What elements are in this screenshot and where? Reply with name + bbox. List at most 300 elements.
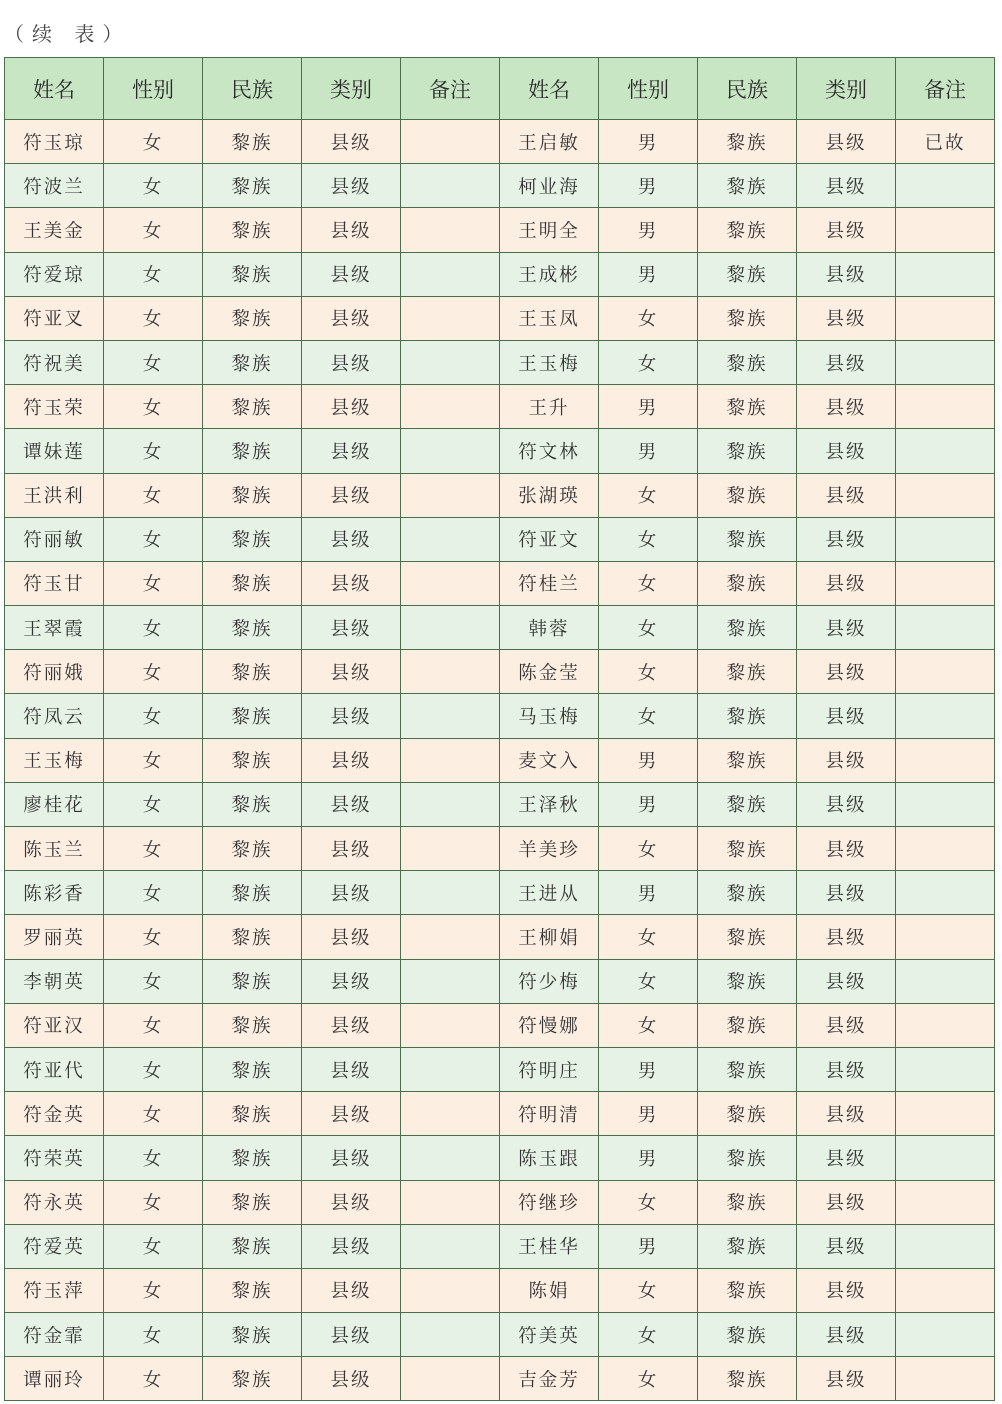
table-row (5, 1047, 995, 1091)
cell-name-left: 符玉琼 (5, 120, 104, 164)
cell-remarks-left (401, 1268, 500, 1312)
table-row (5, 473, 995, 517)
cell-gender-right: 男 (599, 738, 698, 782)
cell-category-left: 县级 (302, 120, 401, 164)
cell-name-right: 陈玉跟 (500, 1136, 599, 1180)
cell-ethnicity-left: 黎族 (203, 517, 302, 561)
cell-remarks-left (401, 1003, 500, 1047)
cell-ethnicity-right: 黎族 (698, 959, 797, 1003)
cell-remarks-left (401, 782, 500, 826)
cell-ethnicity-left: 黎族 (203, 1136, 302, 1180)
table-row (5, 827, 995, 871)
cell-remarks-right (896, 1357, 995, 1401)
cell-remarks-left (401, 959, 500, 1003)
cell-remarks-left (401, 429, 500, 473)
cell-category-left: 县级 (302, 296, 401, 340)
cell-name-right: 符桂兰 (500, 561, 599, 605)
cell-gender-right: 男 (599, 252, 698, 296)
table-row (5, 959, 995, 1003)
cell-gender-right: 男 (599, 208, 698, 252)
cell-category-right: 县级 (797, 1313, 896, 1357)
cell-gender-right: 男 (599, 782, 698, 826)
table-row (5, 694, 995, 738)
cell-name-right: 王进从 (500, 871, 599, 915)
cell-ethnicity-right: 黎族 (698, 120, 797, 164)
cell-ethnicity-right: 黎族 (698, 694, 797, 738)
cell-remarks-left (401, 827, 500, 871)
cell-gender-left: 女 (104, 252, 203, 296)
cell-name-left: 符玉荣 (5, 385, 104, 429)
cell-ethnicity-right: 黎族 (698, 517, 797, 561)
cell-category-left: 县级 (302, 871, 401, 915)
cell-remarks-right (896, 694, 995, 738)
cell-category-left: 县级 (302, 1136, 401, 1180)
cell-ethnicity-right: 黎族 (698, 1003, 797, 1047)
table-row (5, 385, 995, 429)
cell-category-right: 县级 (797, 164, 896, 208)
cell-remarks-left (401, 1357, 500, 1401)
cell-category-right: 县级 (797, 738, 896, 782)
cell-ethnicity-left: 黎族 (203, 1357, 302, 1401)
table-row (5, 871, 995, 915)
cell-remarks-right (896, 827, 995, 871)
cell-remarks-left (401, 1136, 500, 1180)
cell-remarks-right (896, 385, 995, 429)
cell-ethnicity-right: 黎族 (698, 296, 797, 340)
cell-ethnicity-left: 黎族 (203, 1180, 302, 1224)
cell-ethnicity-right: 黎族 (698, 1092, 797, 1136)
cell-gender-right: 女 (599, 694, 698, 738)
cell-ethnicity-left: 黎族 (203, 782, 302, 826)
cell-gender-right: 男 (599, 164, 698, 208)
cell-gender-left: 女 (104, 1047, 203, 1091)
cell-remarks-right (896, 782, 995, 826)
cell-name-left: 符亚汉 (5, 1003, 104, 1047)
cell-name-left: 王翠霞 (5, 606, 104, 650)
table-body (5, 120, 995, 1401)
cell-category-left: 县级 (302, 1224, 401, 1268)
cell-gender-left: 女 (104, 1180, 203, 1224)
cell-remarks-right (896, 959, 995, 1003)
cell-remarks-left (401, 1313, 500, 1357)
cell-gender-right: 女 (599, 915, 698, 959)
cell-remarks-right (896, 650, 995, 694)
cell-remarks-right (896, 561, 995, 605)
cell-gender-right: 女 (599, 1003, 698, 1047)
cell-name-left: 廖桂花 (5, 782, 104, 826)
header-ethnicity-right: 民族 (698, 58, 797, 120)
cell-category-left: 县级 (302, 164, 401, 208)
cell-category-right: 县级 (797, 959, 896, 1003)
cell-remarks-left (401, 871, 500, 915)
cell-category-left: 县级 (302, 517, 401, 561)
header-remarks-right: 备注 (896, 58, 995, 120)
cell-name-right: 王玉凤 (500, 296, 599, 340)
cell-gender-left: 女 (104, 120, 203, 164)
cell-ethnicity-right: 黎族 (698, 385, 797, 429)
cell-category-right: 县级 (797, 871, 896, 915)
cell-gender-left: 女 (104, 782, 203, 826)
cell-gender-right: 女 (599, 340, 698, 384)
cell-ethnicity-right: 黎族 (698, 1136, 797, 1180)
cell-category-left: 县级 (302, 738, 401, 782)
cell-gender-left: 女 (104, 871, 203, 915)
cell-ethnicity-right: 黎族 (698, 1313, 797, 1357)
cell-category-left: 县级 (302, 606, 401, 650)
cell-name-left: 符凤云 (5, 694, 104, 738)
cell-remarks-left (401, 473, 500, 517)
cell-ethnicity-right: 黎族 (698, 650, 797, 694)
cell-remarks-right (896, 252, 995, 296)
cell-gender-left: 女 (104, 827, 203, 871)
cell-ethnicity-left: 黎族 (203, 959, 302, 1003)
cell-category-left: 县级 (302, 1313, 401, 1357)
cell-ethnicity-left: 黎族 (203, 385, 302, 429)
cell-gender-right: 男 (599, 1136, 698, 1180)
cell-ethnicity-right: 黎族 (698, 164, 797, 208)
cell-category-left: 县级 (302, 959, 401, 1003)
table-row (5, 1357, 995, 1401)
cell-gender-right: 女 (599, 1357, 698, 1401)
cell-remarks-left (401, 1092, 500, 1136)
cell-category-right: 县级 (797, 385, 896, 429)
cell-ethnicity-right: 黎族 (698, 606, 797, 650)
cell-category-right: 县级 (797, 1268, 896, 1312)
cell-category-left: 县级 (302, 252, 401, 296)
cell-name-left: 陈彩香 (5, 871, 104, 915)
cell-name-right: 符少梅 (500, 959, 599, 1003)
cell-ethnicity-left: 黎族 (203, 827, 302, 871)
cell-category-left: 县级 (302, 827, 401, 871)
cell-name-left: 符金霏 (5, 1313, 104, 1357)
cell-category-left: 县级 (302, 915, 401, 959)
cell-gender-left: 女 (104, 1357, 203, 1401)
cell-ethnicity-left: 黎族 (203, 1313, 302, 1357)
cell-remarks-left (401, 517, 500, 561)
cell-category-right: 县级 (797, 473, 896, 517)
cell-remarks-right (896, 1136, 995, 1180)
cell-category-right: 县级 (797, 1224, 896, 1268)
cell-category-left: 县级 (302, 1268, 401, 1312)
table-row (5, 782, 995, 826)
cell-gender-left: 女 (104, 1092, 203, 1136)
cell-category-right: 县级 (797, 561, 896, 605)
table-row (5, 252, 995, 296)
cell-remarks-right (896, 473, 995, 517)
cell-ethnicity-left: 黎族 (203, 561, 302, 605)
cell-gender-left: 女 (104, 1268, 203, 1312)
cell-name-left: 符丽娥 (5, 650, 104, 694)
cell-remarks-left (401, 1224, 500, 1268)
cell-category-right: 县级 (797, 1180, 896, 1224)
cell-name-right: 王明全 (500, 208, 599, 252)
cell-ethnicity-left: 黎族 (203, 738, 302, 782)
header-category-left: 类别 (302, 58, 401, 120)
cell-ethnicity-left: 黎族 (203, 694, 302, 738)
cell-gender-left: 女 (104, 208, 203, 252)
cell-name-left: 符爱英 (5, 1224, 104, 1268)
cell-remarks-right (896, 296, 995, 340)
cell-remarks-right (896, 1224, 995, 1268)
cell-ethnicity-left: 黎族 (203, 296, 302, 340)
table-row (5, 1136, 995, 1180)
cell-ethnicity-left: 黎族 (203, 871, 302, 915)
cell-remarks-right (896, 208, 995, 252)
cell-category-right: 县级 (797, 694, 896, 738)
cell-remarks-left (401, 915, 500, 959)
cell-name-left: 谭妹莲 (5, 429, 104, 473)
cell-name-right: 符文林 (500, 429, 599, 473)
cell-ethnicity-left: 黎族 (203, 208, 302, 252)
cell-category-left: 县级 (302, 1047, 401, 1091)
cell-remarks-left (401, 164, 500, 208)
cell-remarks-left (401, 1047, 500, 1091)
cell-name-right: 王柳娟 (500, 915, 599, 959)
cell-category-right: 县级 (797, 208, 896, 252)
cell-gender-right: 女 (599, 606, 698, 650)
cell-gender-left: 女 (104, 340, 203, 384)
header-name-left: 姓名 (5, 58, 104, 120)
cell-category-right: 县级 (797, 252, 896, 296)
cell-ethnicity-left: 黎族 (203, 915, 302, 959)
cell-ethnicity-left: 黎族 (203, 164, 302, 208)
cell-ethnicity-right: 黎族 (698, 782, 797, 826)
cell-gender-left: 女 (104, 164, 203, 208)
cell-gender-right: 女 (599, 561, 698, 605)
cell-category-left: 县级 (302, 1180, 401, 1224)
cell-category-left: 县级 (302, 1003, 401, 1047)
cell-name-left: 符荣英 (5, 1136, 104, 1180)
cell-name-left: 符亚叉 (5, 296, 104, 340)
header-gender-right: 性别 (599, 58, 698, 120)
cell-gender-left: 女 (104, 561, 203, 605)
cell-name-right: 张湖瑛 (500, 473, 599, 517)
cell-gender-right: 男 (599, 429, 698, 473)
table-row (5, 1003, 995, 1047)
cell-name-left: 符祝美 (5, 340, 104, 384)
table-row (5, 650, 995, 694)
cell-gender-right: 女 (599, 296, 698, 340)
cell-gender-right: 女 (599, 1313, 698, 1357)
cell-gender-left: 女 (104, 1313, 203, 1357)
cell-category-right: 县级 (797, 1047, 896, 1091)
cell-remarks-right (896, 340, 995, 384)
table-row (5, 120, 995, 164)
cell-category-left: 县级 (302, 385, 401, 429)
cell-gender-right: 女 (599, 959, 698, 1003)
cell-ethnicity-right: 黎族 (698, 827, 797, 871)
cell-ethnicity-right: 黎族 (698, 1268, 797, 1312)
cell-gender-right: 男 (599, 1092, 698, 1136)
table-row (5, 164, 995, 208)
cell-remarks-left (401, 120, 500, 164)
cell-name-left: 罗丽英 (5, 915, 104, 959)
cell-category-right: 县级 (797, 650, 896, 694)
cell-ethnicity-left: 黎族 (203, 650, 302, 694)
header-name-right: 姓名 (500, 58, 599, 120)
cell-category-left: 县级 (302, 782, 401, 826)
cell-category-left: 县级 (302, 208, 401, 252)
cell-remarks-right (896, 871, 995, 915)
cell-name-left: 谭丽玲 (5, 1357, 104, 1401)
cell-gender-right: 女 (599, 1180, 698, 1224)
table-row (5, 429, 995, 473)
table-row (5, 606, 995, 650)
cell-ethnicity-left: 黎族 (203, 1268, 302, 1312)
cell-ethnicity-left: 黎族 (203, 340, 302, 384)
cell-remarks-left (401, 340, 500, 384)
cell-gender-right: 女 (599, 827, 698, 871)
cell-gender-left: 女 (104, 429, 203, 473)
header-category-right: 类别 (797, 58, 896, 120)
cell-gender-right: 男 (599, 1224, 698, 1268)
cell-ethnicity-right: 黎族 (698, 871, 797, 915)
cell-name-right: 吉金芳 (500, 1357, 599, 1401)
cell-ethnicity-right: 黎族 (698, 252, 797, 296)
table-row (5, 1180, 995, 1224)
cell-remarks-right (896, 1003, 995, 1047)
cell-remarks-left (401, 606, 500, 650)
header-gender-left: 性别 (104, 58, 203, 120)
cell-name-left: 符玉萍 (5, 1268, 104, 1312)
cell-gender-left: 女 (104, 915, 203, 959)
cell-category-right: 县级 (797, 1003, 896, 1047)
cell-remarks-right (896, 517, 995, 561)
cell-ethnicity-right: 黎族 (698, 473, 797, 517)
cell-name-right: 王启敏 (500, 120, 599, 164)
cell-name-left: 李朝英 (5, 959, 104, 1003)
cell-ethnicity-left: 黎族 (203, 429, 302, 473)
cell-category-left: 县级 (302, 429, 401, 473)
cell-name-left: 符永英 (5, 1180, 104, 1224)
cell-category-left: 县级 (302, 473, 401, 517)
cell-name-left: 符亚代 (5, 1047, 104, 1091)
cell-category-left: 县级 (302, 561, 401, 605)
cell-remarks-right (896, 1180, 995, 1224)
cell-gender-left: 女 (104, 959, 203, 1003)
cell-remarks-right (896, 1268, 995, 1312)
cell-category-right: 县级 (797, 296, 896, 340)
cell-ethnicity-left: 黎族 (203, 1047, 302, 1091)
cell-category-left: 县级 (302, 1092, 401, 1136)
cell-name-left: 王美金 (5, 208, 104, 252)
cell-name-right: 符明清 (500, 1092, 599, 1136)
cell-category-right: 县级 (797, 429, 896, 473)
cell-remarks-right (896, 606, 995, 650)
cell-gender-left: 女 (104, 694, 203, 738)
cell-remarks-left (401, 694, 500, 738)
cell-gender-left: 女 (104, 606, 203, 650)
cell-remarks-left (401, 296, 500, 340)
cell-remarks-left (401, 208, 500, 252)
cell-ethnicity-right: 黎族 (698, 429, 797, 473)
cell-ethnicity-left: 黎族 (203, 473, 302, 517)
table-row (5, 738, 995, 782)
cell-category-left: 县级 (302, 340, 401, 384)
cell-ethnicity-right: 黎族 (698, 1047, 797, 1091)
cell-name-left: 符爱琼 (5, 252, 104, 296)
cell-gender-left: 女 (104, 517, 203, 561)
cell-category-right: 县级 (797, 1357, 896, 1401)
cell-name-right: 符明庄 (500, 1047, 599, 1091)
cell-name-right: 符继珍 (500, 1180, 599, 1224)
cell-remarks-right (896, 738, 995, 782)
cell-gender-right: 女 (599, 1268, 698, 1312)
cell-remarks-right (896, 1092, 995, 1136)
table-row (5, 1268, 995, 1312)
cell-category-right: 县级 (797, 782, 896, 826)
table-caption: （续 表） (4, 22, 131, 46)
cell-gender-left: 女 (104, 296, 203, 340)
cell-gender-right: 男 (599, 871, 698, 915)
cell-gender-left: 女 (104, 473, 203, 517)
cell-ethnicity-right: 黎族 (698, 1180, 797, 1224)
cell-category-right: 县级 (797, 340, 896, 384)
cell-remarks-left (401, 385, 500, 429)
cell-name-right: 陈金莹 (500, 650, 599, 694)
cell-ethnicity-right: 黎族 (698, 1357, 797, 1401)
table-row (5, 561, 995, 605)
cell-category-left: 县级 (302, 1357, 401, 1401)
cell-ethnicity-left: 黎族 (203, 120, 302, 164)
cell-remarks-right (896, 1313, 995, 1357)
cell-name-right: 柯业海 (500, 164, 599, 208)
cell-gender-right: 男 (599, 1047, 698, 1091)
cell-remarks-left (401, 252, 500, 296)
cell-gender-right: 女 (599, 473, 698, 517)
cell-category-right: 县级 (797, 120, 896, 164)
cell-name-left: 王玉梅 (5, 738, 104, 782)
cell-gender-right: 女 (599, 517, 698, 561)
cell-remarks-left (401, 738, 500, 782)
cell-category-right: 县级 (797, 1092, 896, 1136)
cell-ethnicity-right: 黎族 (698, 1224, 797, 1268)
cell-category-right: 县级 (797, 606, 896, 650)
cell-gender-left: 女 (104, 1003, 203, 1047)
cell-remarks-left (401, 1180, 500, 1224)
cell-category-right: 县级 (797, 827, 896, 871)
cell-gender-left: 女 (104, 385, 203, 429)
cell-name-left: 符波兰 (5, 164, 104, 208)
cell-remarks-right (896, 915, 995, 959)
cell-name-right: 符美英 (500, 1313, 599, 1357)
cell-remarks-left (401, 650, 500, 694)
header-row (5, 58, 995, 120)
cell-name-right: 马玉梅 (500, 694, 599, 738)
cell-category-left: 县级 (302, 650, 401, 694)
cell-gender-left: 女 (104, 1136, 203, 1180)
cell-ethnicity-left: 黎族 (203, 606, 302, 650)
table-row (5, 1313, 995, 1357)
table-row (5, 1092, 995, 1136)
cell-ethnicity-left: 黎族 (203, 1092, 302, 1136)
cell-name-right: 符慢娜 (500, 1003, 599, 1047)
header-remarks-left: 备注 (401, 58, 500, 120)
header-ethnicity-left: 民族 (203, 58, 302, 120)
cell-category-right: 县级 (797, 915, 896, 959)
cell-ethnicity-left: 黎族 (203, 1003, 302, 1047)
cell-category-right: 县级 (797, 1136, 896, 1180)
cell-gender-right: 男 (599, 385, 698, 429)
table-row (5, 296, 995, 340)
cell-category-right: 县级 (797, 517, 896, 561)
cell-gender-left: 女 (104, 650, 203, 694)
cell-gender-left: 女 (104, 1224, 203, 1268)
cell-name-right: 符亚文 (500, 517, 599, 561)
roster-table (4, 57, 995, 1401)
cell-name-right: 羊美珍 (500, 827, 599, 871)
cell-gender-left: 女 (104, 738, 203, 782)
